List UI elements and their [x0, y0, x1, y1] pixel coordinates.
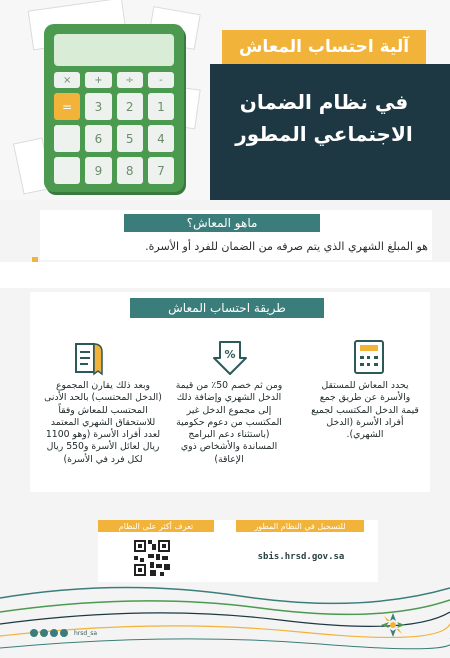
- calculator-keypad: [54, 72, 174, 184]
- what-is-body: هو المبلغ الشهري الذي يتم صرفه من الضمان للفرد أو الأسرة.: [145, 240, 428, 253]
- title-banner: [222, 30, 426, 64]
- calc-key: 2: [117, 93, 143, 120]
- method-step-3: وبعد ذلك يقارن المجموع (الدخل المحتسب) بالحد الأدنى المحتسب للمعاش وفقاً للاستحقاق الشهري المعتمد لعدد أفراد الأسرة (وهو 1100 ريال لعائل الأسرة و550 ريال لكل فرد في الأسرة): [44, 380, 162, 465]
- calc-key: 5: [117, 125, 143, 152]
- calc-key: 1: [148, 93, 174, 120]
- ministry-logo-icon: [380, 612, 406, 638]
- twitter-icon[interactable]: [30, 629, 38, 637]
- method-step-2: ومن ثم خصم 50٪ من قيمة الدخل الشهري وإضافة ذلك إلى مجموع الدخل غير المكتسب من دعوم حكومية (باستثناء دعم البرامج المساندة والأشخاص ذوي الإعاقة): [175, 380, 283, 465]
- subtitle-line-2: الاجتماعي المطور: [235, 122, 413, 146]
- calc-key: 8: [117, 157, 143, 184]
- calculator-screen: [54, 34, 174, 66]
- calc-key: 7: [148, 157, 174, 184]
- register-url-link[interactable]: sbis.hrsd.gov.sa: [257, 552, 345, 562]
- calc-key: 6: [85, 125, 111, 152]
- method-heading: طريقة احتساب المعاش: [168, 301, 286, 315]
- learn-more-label-bar: [98, 520, 214, 532]
- calc-key: [54, 157, 80, 184]
- calc-key: +: [85, 72, 111, 88]
- receipt-icon: [72, 338, 106, 376]
- calc-key: -: [148, 72, 174, 88]
- social-handle: hrsd_sa: [74, 629, 98, 637]
- calc-key: 3: [85, 93, 111, 120]
- calc-key: ×: [54, 72, 80, 88]
- social-links: [30, 629, 97, 637]
- percent-down-arrow-icon: [212, 340, 248, 376]
- calc-key-equals: =: [54, 93, 80, 120]
- calc-key: 4: [148, 125, 174, 152]
- page-title: آلية احتساب المعاش: [238, 37, 410, 57]
- calc-key: [54, 125, 80, 152]
- subtitle-line-1: في نظام الضمان: [239, 90, 409, 114]
- calc-key: ÷: [117, 72, 143, 88]
- method-heading-bar: [130, 298, 324, 318]
- svg-text:%: %: [224, 348, 236, 361]
- learn-more-label: تعرف أكثر على النظام: [118, 521, 194, 531]
- qr-code-icon[interactable]: [132, 538, 172, 578]
- register-label-bar: [236, 520, 364, 532]
- snapchat-icon[interactable]: [60, 629, 68, 637]
- what-is-heading-bar: [124, 214, 320, 232]
- header-area: [0, 0, 450, 200]
- youtube-icon[interactable]: [50, 629, 58, 637]
- what-is-heading: ماهو المعاش؟: [186, 216, 258, 230]
- calculator-icon: [354, 340, 384, 374]
- instagram-icon[interactable]: [40, 629, 48, 637]
- divider-band: [0, 262, 450, 288]
- calc-key: 9: [85, 157, 111, 184]
- register-label: للتسجيل في النظام المطور: [254, 521, 346, 531]
- method-step-1: يحدد المعاش للمستقل والأسرة عن طريق جمع قيمة الدخل المكتسب لجميع أفراد الأسرة (الدخل الشهري).: [311, 380, 419, 441]
- calculator-illustration: [44, 24, 184, 192]
